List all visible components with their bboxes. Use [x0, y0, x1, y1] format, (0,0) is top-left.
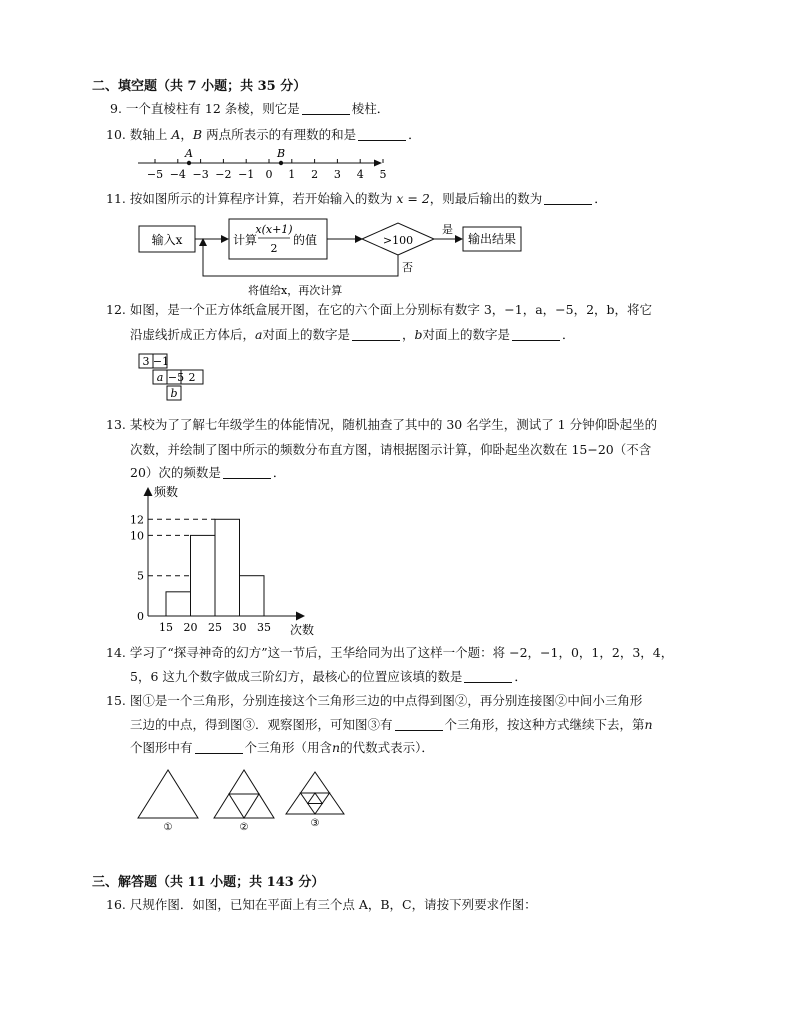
q10-text-a: 10. 数轴上: [106, 127, 168, 142]
histogram-bar: [166, 592, 191, 616]
question-12-line2: [130, 327, 575, 343]
question-13-line1: 13. 某校为了了解七年级学生的体能情况，随机抽查了其中的 30 名学生，测试了 1 分钟仰卧起坐的: [106, 417, 658, 432]
question-15-line2: [130, 717, 653, 733]
number-line-tick-label: −2: [215, 168, 232, 181]
q12-text-c: 对面上的数字是: [422, 327, 511, 342]
q9-text-b: 棱柱．: [351, 101, 390, 116]
answer-blank[interactable]: [512, 328, 560, 341]
histogram-bar: [240, 576, 265, 616]
q10-var-a: A: [171, 127, 181, 142]
y-tick-label: 12: [130, 513, 144, 527]
cell-0: 3: [142, 355, 150, 368]
number-line-tick-label: 5: [379, 168, 386, 181]
question-13-line3: [130, 465, 285, 481]
q12-text-b: 对面上的数字是: [262, 327, 350, 342]
q9-text-a: 9. 一个直棱柱有 12 条棱，则它是: [110, 101, 300, 116]
yes-label: 是: [442, 223, 453, 236]
y-tick-label: 5: [137, 569, 144, 583]
answer-blank[interactable]: [395, 718, 443, 731]
triangle-2: [214, 770, 274, 818]
q12-var-a: a: [255, 327, 263, 342]
question-13-line2: 次数，并绘制了图中所示的频数分布直方图，请根据图示计算，仰卧起坐次数在 15−20（不含: [130, 442, 652, 457]
loop-label: 将值给x，再次计算: [248, 284, 343, 297]
question-15-line3: [130, 740, 434, 756]
number-line-tick-label: 4: [356, 168, 364, 181]
frac-numerator: x(x+1): [255, 223, 293, 236]
number-line-tick-label: 2: [311, 168, 319, 181]
decision-label: >100: [382, 234, 414, 247]
question-14-line2: [130, 669, 527, 685]
q10-comma: ，: [180, 127, 193, 142]
y-axis-label: 频数: [154, 485, 179, 499]
number-line-tick-label: −1: [238, 168, 255, 181]
number-line-tick-label: 1: [288, 168, 296, 181]
question-12-line1: 12. 如图，是一个正方体纸盒展开图，在它的六个面上分别标有数字 3，−1，a，−5，2，b，将它: [106, 302, 653, 317]
histogram-bar: [215, 519, 240, 616]
question-9: [110, 101, 389, 117]
label-b: B: [276, 147, 286, 160]
cube-net: [136, 351, 210, 405]
question-15-line1: 15. 图①是一个三角形，分别连接这个三角形三边的中点得到图②，再分别连接图②中间小三角形: [106, 693, 643, 708]
q14-end: ．: [514, 669, 527, 684]
x-tick-label: 20: [183, 621, 198, 634]
q12-comma: ，: [401, 327, 415, 342]
section-title: 二、填空题（共 7 小题；共 35 分）: [92, 79, 307, 94]
x-tick-label: 15: [159, 621, 173, 634]
cell-1: −1: [152, 355, 170, 368]
fig-label-1: ①: [163, 822, 173, 833]
calc-post: 的值: [293, 233, 318, 247]
x-tick-label: 35: [257, 621, 271, 634]
question-10: [106, 127, 421, 143]
q13-text: 20）次的频数是: [130, 465, 221, 480]
triangle-figures: [130, 762, 360, 834]
flowchart: [136, 214, 556, 298]
section-title-3: 三、解答题（共 11 小题；共 143 分）: [92, 875, 325, 890]
q15-var-n2: n: [332, 740, 341, 755]
triangle-3: [286, 772, 344, 814]
histogram-bar: [191, 535, 216, 616]
cell-2: a: [156, 371, 164, 384]
point-a: [187, 161, 191, 165]
x-axis-label: 次数: [290, 623, 315, 637]
q11-text-a: 11. 按如图所示的计算程序计算，若开始输入的数为: [106, 191, 393, 206]
cell-5: b: [170, 387, 178, 400]
q13-end: ．: [272, 465, 286, 480]
q11-text-b: ，则最后输出的数为: [429, 191, 543, 206]
x-tick-label: 25: [208, 621, 222, 634]
number-line-tick-label: 3: [333, 168, 341, 181]
answer-blank[interactable]: [464, 670, 512, 683]
output-box-label: 输出结果: [467, 232, 517, 246]
number-line-tick-label: −5: [146, 168, 164, 181]
q15-text-d: 个三角形（用含: [244, 740, 333, 755]
answer-blank[interactable]: [352, 328, 400, 341]
answer-blank[interactable]: [223, 466, 271, 479]
question-16: 16. 尺规作图．如图，已知在平面上有三个点 A，B，C，请按下列要求作图：: [106, 897, 537, 912]
fig-label-3: ③: [310, 818, 320, 829]
q12-end: ．: [562, 327, 575, 342]
q15-text-a: 三边的中点，得到图③．观察图形，可知图③有: [130, 717, 393, 732]
q10-end: ．: [408, 127, 421, 142]
no-label: 否: [402, 261, 413, 274]
cell-4: 2: [188, 371, 196, 384]
q15-text-e: 的代数式表示）．: [340, 740, 434, 755]
answer-blank[interactable]: [195, 741, 243, 754]
x-tick-label: 30: [232, 621, 247, 634]
input-box-label: 输入x: [151, 233, 183, 247]
answer-blank[interactable]: [302, 102, 350, 115]
triangle-1: [138, 770, 198, 818]
histogram: [108, 482, 328, 640]
q10-var-b: B: [192, 127, 203, 142]
answer-blank[interactable]: [544, 192, 592, 205]
q14-text: 5，6 这九个数字做成三阶幻方，最核心的位置应该填的数是: [130, 669, 463, 684]
y-tick-label: 10: [130, 529, 144, 543]
label-a: A: [185, 147, 193, 160]
number-line: [136, 147, 386, 183]
q12-var-b: b: [414, 327, 423, 342]
number-line-tick-label: −3: [192, 168, 209, 181]
number-line-tick-label: −4: [169, 168, 186, 181]
q10-text-b: 两点所表示的有理数的和是: [206, 127, 357, 142]
fig-label-2: ②: [239, 822, 249, 833]
q15-text-c: 个图形中有: [130, 740, 193, 755]
cell-3: −5: [167, 371, 185, 384]
q11-equation: x = 2: [396, 191, 430, 206]
frac-denominator: 2: [270, 242, 278, 255]
question-14-line1: 14. 学习了“探寻神奇的幻方”这一节后，王华给同为出了这样一个题：将 −2，−1，0，1，2，3，4，: [106, 645, 674, 660]
point-b: [279, 161, 283, 165]
question-11: [106, 191, 607, 207]
q12-text-a: 沿虚线折成正方体后，: [130, 327, 256, 342]
number-line-tick-label: 0: [265, 168, 273, 181]
y-tick-label: 0: [137, 610, 144, 623]
q11-end: ．: [594, 191, 607, 206]
answer-blank[interactable]: [358, 128, 406, 141]
calc-pre: 计算: [233, 233, 258, 247]
q15-text-b: 个三角形，按这种方式继续下去，第: [444, 717, 645, 732]
q15-var-n: n: [644, 717, 653, 732]
